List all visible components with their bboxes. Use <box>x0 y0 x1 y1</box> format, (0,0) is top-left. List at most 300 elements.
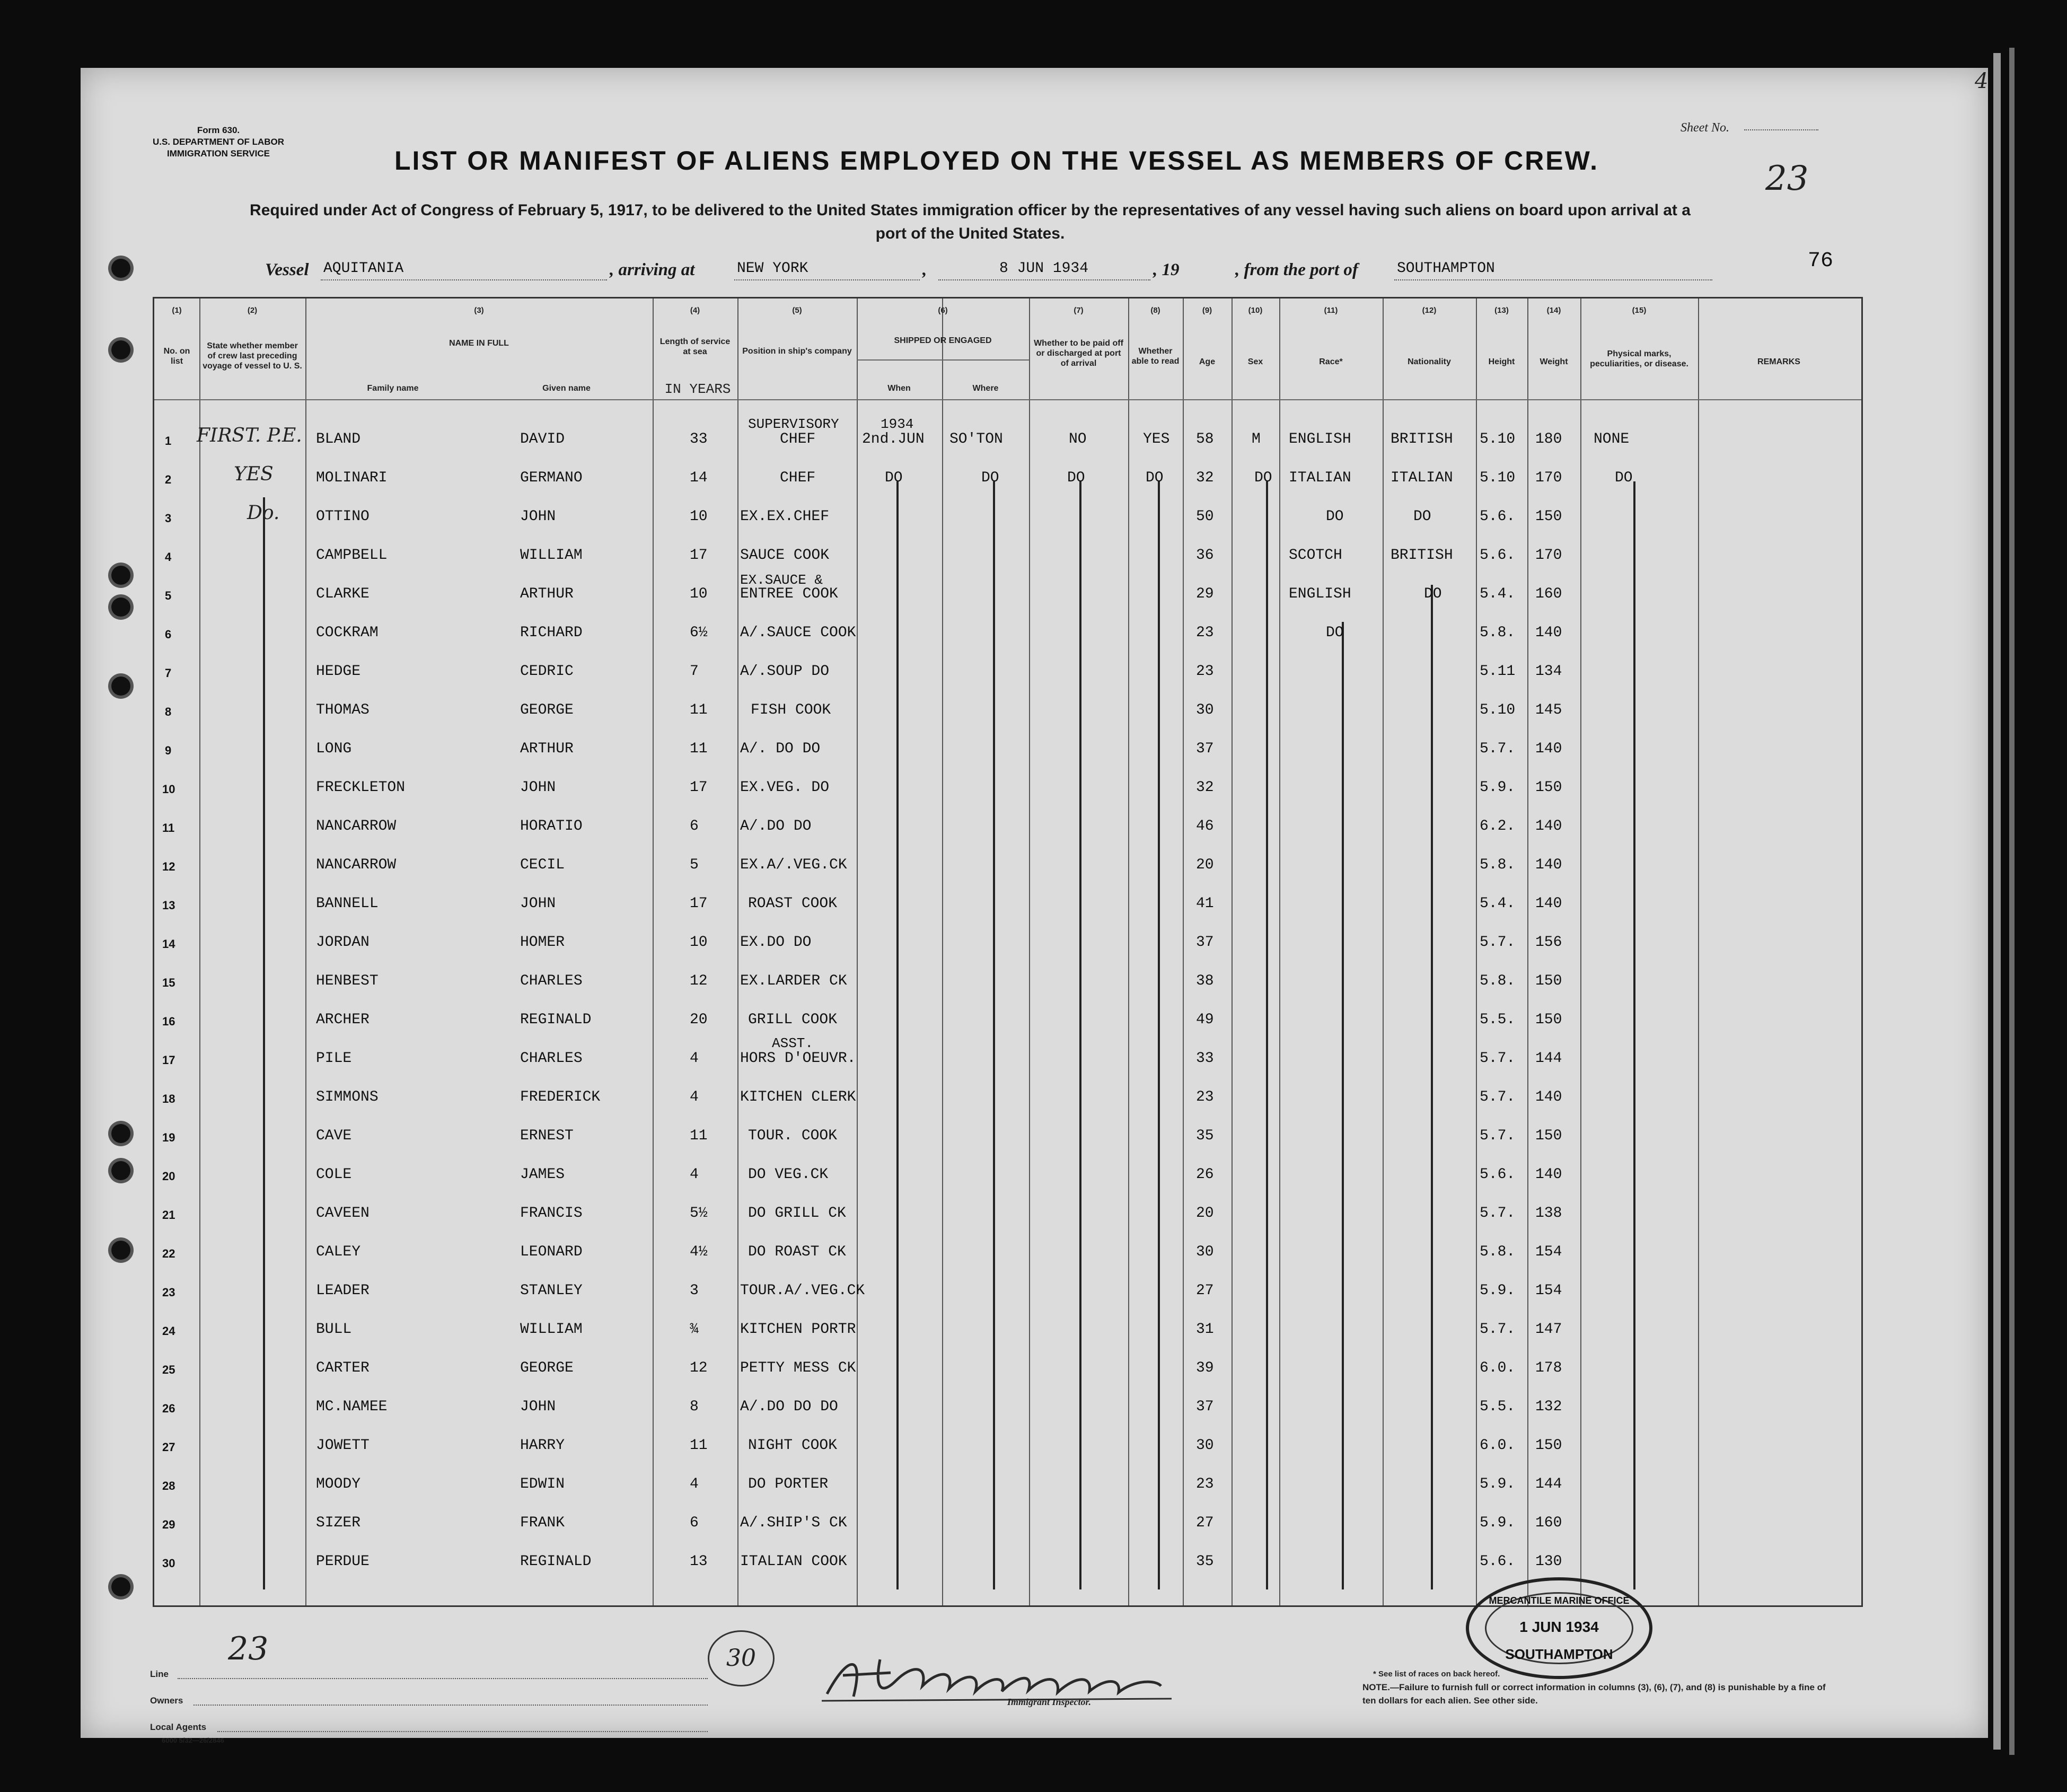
given-name: STANLEY <box>520 1282 583 1299</box>
given-name: CHARLES <box>520 1050 583 1067</box>
row-number: 6 <box>165 628 172 641</box>
given-name: JAMES <box>520 1166 565 1183</box>
given-name: GEORGE <box>520 702 574 718</box>
local-agents-label: Local Agents <box>150 1722 207 1732</box>
table-row <box>154 962 1861 1001</box>
table-row <box>154 1349 1861 1388</box>
age: 31 <box>1196 1321 1214 1338</box>
family-name: SIZER <box>316 1515 361 1531</box>
given-name: CEDRIC <box>520 663 574 680</box>
family-name: NANCARROW <box>316 818 397 834</box>
row-number: 16 <box>162 1015 175 1028</box>
row-number: 9 <box>165 744 172 757</box>
position: PETTY MESS CK <box>740 1360 856 1376</box>
height: 5.5. <box>1480 1012 1516 1028</box>
stamp-office: MERCANTILE MARINE OFFICE <box>1489 1595 1630 1606</box>
family-name: LONG <box>316 741 352 757</box>
race: SCOTCH <box>1289 547 1342 564</box>
given-name: JOHN <box>520 779 556 796</box>
manifest-title: LIST OR MANIFEST OF ALIENS EMPLOYED ON THE VESSEL AS MEMBERS OF CREW. <box>394 146 1599 175</box>
form-number: Form 630. <box>197 125 240 135</box>
position: A/.DO DO DO <box>740 1399 838 1415</box>
sheet-handwritten-number: 23 <box>1765 159 1809 198</box>
row-number: 3 <box>165 512 172 525</box>
height: 5.8. <box>1480 973 1516 989</box>
col-num-4: (4) <box>690 306 700 315</box>
height: 5.10 <box>1480 431 1516 447</box>
binder-hole <box>111 598 130 617</box>
age: 29 <box>1196 586 1214 602</box>
years-at-sea: 6½ <box>690 625 708 641</box>
table-row <box>154 691 1861 730</box>
weight: 150 <box>1535 973 1562 989</box>
inspector-label: Immigrant Inspector. <box>1007 1697 1092 1707</box>
years-at-sea: 13 <box>690 1553 708 1570</box>
table-row <box>154 846 1861 885</box>
years-at-sea: 11 <box>690 1437 708 1454</box>
manifest-subtitle: Required under Act of Congress of February 5, 1917, to be delivered to the United States immigration officer by the representatives of any vessel having such aliens on board upon arrival at a port of the United States. <box>250 201 1691 242</box>
position: DO ROAST CK <box>748 1244 846 1260</box>
weight: 180 <box>1535 431 1562 447</box>
nationality: DO <box>1424 586 1442 602</box>
mercantile-marine-stamp <box>1466 1577 1652 1679</box>
row-number: 10 <box>162 783 175 796</box>
arriving-label: , arriving at <box>610 260 695 279</box>
weight: 150 <box>1535 1012 1562 1028</box>
table-row <box>154 769 1861 807</box>
header-no-on-list: No. on list <box>163 347 190 366</box>
family-name: PILE <box>316 1050 352 1067</box>
given-name: ERNEST <box>520 1128 574 1144</box>
table-row <box>154 885 1861 924</box>
position: CHEF <box>780 431 816 447</box>
given-name: REGINALD <box>520 1012 592 1028</box>
col-num-12: (12) <box>1422 306 1437 315</box>
given-name: WILLIAM <box>520 547 583 564</box>
years-at-sea: 4 <box>690 1166 699 1183</box>
years-at-sea: 5½ <box>690 1205 708 1222</box>
sheet-number-label: Sheet No. <box>1681 121 1729 135</box>
age: 37 <box>1196 934 1214 951</box>
shipped-year: 1934 <box>881 416 914 432</box>
weight: 154 <box>1535 1244 1562 1260</box>
race: DO <box>1326 508 1344 525</box>
header-weight: Weight <box>1540 357 1568 366</box>
weight: 170 <box>1535 470 1562 486</box>
age: 41 <box>1196 895 1214 912</box>
print-code: 6000 5/32—26/2846 <box>162 1736 224 1744</box>
years-at-sea: 6 <box>690 818 699 834</box>
line-label: Line <box>150 1669 169 1679</box>
arriving-port: NEW YORK <box>737 260 808 277</box>
table-row <box>154 498 1861 537</box>
years-at-sea: 10 <box>690 934 708 951</box>
year-label: , 19 <box>1153 260 1180 279</box>
family-name: COCKRAM <box>316 625 379 641</box>
years-at-sea: 11 <box>690 1128 708 1144</box>
shipped-where: DO <box>981 470 999 486</box>
given-name: CHARLES <box>520 973 583 989</box>
row-number: 19 <box>162 1131 175 1144</box>
position: DO PORTER <box>748 1476 829 1492</box>
position: FISH COOK <box>751 702 831 718</box>
height: 5.8. <box>1480 1244 1516 1260</box>
col-num-8: (8) <box>1150 306 1160 315</box>
table-row <box>154 416 1861 459</box>
row-number: 28 <box>162 1479 175 1492</box>
row-number: 8 <box>165 705 172 718</box>
col-num-9: (9) <box>1202 306 1212 315</box>
header-race: Race* <box>1319 357 1343 366</box>
table-row <box>154 653 1861 691</box>
given-name: REGINALD <box>520 1553 592 1570</box>
position: SAUCE COOK <box>740 547 830 564</box>
stamp-port: SOUTHAMPTON <box>1505 1646 1613 1662</box>
family-name: BANNELL <box>316 895 379 912</box>
row-number: 7 <box>165 666 172 680</box>
position: EX.A/.VEG.CK <box>740 857 847 873</box>
weight: 132 <box>1535 1399 1562 1415</box>
department-name: U.S. DEPARTMENT OF LABOR <box>152 137 285 147</box>
family-name: CAVE <box>316 1128 352 1144</box>
position: HORS D'OEUVR. <box>740 1050 856 1067</box>
age: 26 <box>1196 1166 1214 1183</box>
height: 5.7. <box>1480 934 1516 951</box>
footnote <box>1362 1667 1840 1707</box>
header-age: Age <box>1199 357 1216 366</box>
row-number: 25 <box>162 1363 175 1376</box>
weight: 160 <box>1535 1515 1562 1531</box>
position-prefix: EX.SAUCE & <box>740 572 823 588</box>
table-row <box>154 730 1861 769</box>
weight: 134 <box>1535 663 1562 680</box>
age: 50 <box>1196 508 1214 525</box>
given-name: RICHARD <box>520 625 583 641</box>
years-at-sea: 4 <box>690 1089 699 1105</box>
table-row <box>154 1543 1861 1582</box>
paid-off: DO <box>1067 470 1085 486</box>
height: 5.6. <box>1480 508 1516 525</box>
position: A/.SAUCE COOK <box>740 625 856 641</box>
weight: 140 <box>1535 625 1562 641</box>
family-name: CLARKE <box>316 586 370 602</box>
family-name: CAVEEN <box>316 1205 370 1222</box>
given-name: ARTHUR <box>520 741 574 757</box>
row-number: 20 <box>162 1170 175 1183</box>
height: 5.11 <box>1480 663 1516 680</box>
table-row <box>154 1465 1861 1504</box>
family-name: BULL <box>316 1321 352 1338</box>
position: EX.DO DO <box>740 934 812 951</box>
family-name: OTTINO <box>316 508 370 525</box>
height: 5.7. <box>1480 1321 1516 1338</box>
state-entry: FIRST. P.E. <box>197 425 302 446</box>
nationality: BRITISH <box>1391 547 1453 564</box>
table-row <box>154 1078 1861 1117</box>
header-family-name: Family name <box>367 384 419 393</box>
table-row <box>154 1272 1861 1311</box>
given-name: JOHN <box>520 895 556 912</box>
shipped-when: 2nd.JUN <box>862 431 925 447</box>
weight: 144 <box>1535 1050 1562 1067</box>
years-at-sea: 4 <box>690 1476 699 1492</box>
given-name: LEONARD <box>520 1244 583 1260</box>
header-able-read: Whether able to read <box>1131 347 1180 366</box>
position-prefix: SUPERVISORY <box>748 416 839 432</box>
age: 35 <box>1196 1128 1214 1144</box>
age: 37 <box>1196 1399 1214 1415</box>
given-name: FRANCIS <box>520 1205 583 1222</box>
inspector-signature <box>816 1644 1177 1707</box>
header-sex: Sex <box>1247 357 1263 366</box>
given-name: HARRY <box>520 1437 565 1454</box>
years-at-sea: 14 <box>690 470 708 486</box>
family-name: HENBEST <box>316 973 379 989</box>
family-name: MOLINARI <box>316 470 388 486</box>
height: 5.6. <box>1480 547 1516 564</box>
vessel-label: Vessel <box>265 260 309 279</box>
years-at-sea: 8 <box>690 1399 699 1415</box>
row-number: 12 <box>162 860 175 873</box>
table-row <box>154 924 1861 962</box>
age: 58 <box>1196 431 1214 447</box>
owners-label: Owners <box>150 1696 183 1706</box>
years-at-sea: 4½ <box>690 1244 708 1260</box>
height: 5.9. <box>1480 1515 1516 1531</box>
row-number: 26 <box>162 1402 175 1415</box>
family-name: CARTER <box>316 1360 370 1376</box>
shipped-where: SO'TON <box>949 431 1003 447</box>
header-state-whether: State whether member of crew last preceding voyage of vessel to U. S. <box>203 341 302 371</box>
header-physical-marks: Physical marks, peculiarities, or disease. <box>1590 349 1688 368</box>
age: 23 <box>1196 1089 1214 1105</box>
nationality: BRITISH <box>1391 431 1453 447</box>
page-number: 76 <box>1808 249 1834 273</box>
family-name: COLE <box>316 1166 352 1183</box>
weight: 147 <box>1535 1321 1562 1338</box>
height: 5.7. <box>1480 741 1516 757</box>
col-num-3: (3) <box>474 306 484 315</box>
weight: 140 <box>1535 1166 1562 1183</box>
row-number: 11 <box>162 821 175 834</box>
given-name: JOHN <box>520 1399 556 1415</box>
weight: 144 <box>1535 1476 1562 1492</box>
position: TOUR. COOK <box>748 1128 838 1144</box>
page-edge <box>2009 48 2015 1755</box>
height: 6.0. <box>1480 1360 1516 1376</box>
weight: 150 <box>1535 1128 1562 1144</box>
age: 27 <box>1196 1282 1214 1299</box>
row-number: 27 <box>162 1440 175 1454</box>
col-num-14: (14) <box>1546 306 1561 315</box>
age: 35 <box>1196 1553 1214 1570</box>
position: A/.DO DO <box>740 818 812 834</box>
sex: M <box>1252 431 1261 447</box>
height: 5.4. <box>1480 586 1516 602</box>
years-at-sea: 5 <box>690 857 699 873</box>
position: ITALIAN COOK <box>740 1553 847 1570</box>
header-remarks: REMARKS <box>1757 357 1800 366</box>
weight: 150 <box>1535 508 1562 525</box>
years-at-sea: 6 <box>690 1515 699 1531</box>
row-number: 4 <box>165 550 172 564</box>
years-at-sea: 3 <box>690 1282 699 1299</box>
races-note: * See list of races on back hereof. <box>1373 1670 1500 1679</box>
family-name: LEADER <box>316 1282 370 1299</box>
weight: 140 <box>1535 741 1562 757</box>
sheet-number-rule <box>1744 129 1818 130</box>
height: 6.2. <box>1480 818 1516 834</box>
position: TOUR.A/.VEG.CK <box>740 1282 865 1299</box>
height: 5.8. <box>1480 625 1516 641</box>
height: 5.7. <box>1480 1128 1516 1144</box>
position: DO VEG.CK <box>748 1166 829 1183</box>
given-name: JOHN <box>520 508 556 525</box>
col-num-7: (7) <box>1074 306 1084 315</box>
col-num-1: (1) <box>172 306 182 315</box>
height: 5.5. <box>1480 1399 1516 1415</box>
given-name: FREDERICK <box>520 1089 601 1105</box>
given-name: HOMER <box>520 934 565 951</box>
col-num-5: (5) <box>792 306 802 315</box>
family-name: HEDGE <box>316 663 361 680</box>
nationality: ITALIAN <box>1391 470 1453 486</box>
binder-hole <box>111 259 130 278</box>
position: KITCHEN PORTR <box>740 1321 856 1338</box>
table-row <box>154 572 1861 614</box>
col-num-13: (13) <box>1494 306 1509 315</box>
table-row <box>154 1194 1861 1233</box>
family-name: MOODY <box>316 1476 361 1492</box>
family-name: ARCHER <box>316 1012 370 1028</box>
years-at-sea: 11 <box>690 702 708 718</box>
height: 5.9. <box>1480 1476 1516 1492</box>
header-when: When <box>887 384 911 393</box>
header-given-name: Given name <box>542 384 591 393</box>
years-at-sea: ¾ <box>690 1321 699 1338</box>
family-name: THOMAS <box>316 702 370 718</box>
given-name: CECIL <box>520 857 565 873</box>
binder-hole <box>111 677 130 696</box>
height: 6.0. <box>1480 1437 1516 1454</box>
header-position: Position in ship's company <box>742 347 852 356</box>
position: DO GRILL CK <box>748 1205 846 1222</box>
row-number: 30 <box>162 1557 175 1570</box>
header-nationality: Nationality <box>1408 357 1451 366</box>
position: CHEF <box>780 470 816 486</box>
nationality: DO <box>1413 508 1431 525</box>
height: 5.8. <box>1480 857 1516 873</box>
row-number: 1 <box>165 434 172 447</box>
age: 32 <box>1196 470 1214 486</box>
height: 5.9. <box>1480 779 1516 796</box>
shipped-when: DO <box>885 470 903 486</box>
given-name: DAVID <box>520 431 565 447</box>
position: A/.SHIP'S CK <box>740 1515 847 1531</box>
weight: 140 <box>1535 818 1562 834</box>
years-at-sea: 20 <box>690 1012 708 1028</box>
age: 30 <box>1196 1244 1214 1260</box>
age: 49 <box>1196 1012 1214 1028</box>
weight: 154 <box>1535 1282 1562 1299</box>
from-label: , from the port of <box>1235 260 1358 279</box>
header-height: Height <box>1488 357 1515 366</box>
given-name: EDWIN <box>520 1476 565 1492</box>
table-row <box>154 807 1861 846</box>
years-at-sea: 12 <box>690 1360 708 1376</box>
table-row <box>154 1233 1861 1272</box>
years-at-sea: 7 <box>690 663 699 680</box>
col-num-6: (6) <box>938 306 948 315</box>
weight: 138 <box>1535 1205 1562 1222</box>
age: 23 <box>1196 1476 1214 1492</box>
height: 5.10 <box>1480 470 1516 486</box>
table-row <box>154 1311 1861 1349</box>
paid-off: NO <box>1069 431 1087 447</box>
age: 30 <box>1196 702 1214 718</box>
header-name-in-full: NAME IN FULL <box>449 339 509 348</box>
age: 20 <box>1196 857 1214 873</box>
row-number: 29 <box>162 1518 175 1531</box>
header-shipped: SHIPPED OR ENGAGED <box>894 336 992 345</box>
age: 39 <box>1196 1360 1214 1376</box>
position: GRILL COOK <box>748 1012 838 1028</box>
height: 5.7. <box>1480 1205 1516 1222</box>
given-name: ARTHUR <box>520 586 574 602</box>
age: 30 <box>1196 1437 1214 1454</box>
given-name: GERMANO <box>520 470 583 486</box>
age: 20 <box>1196 1205 1214 1222</box>
years-at-sea: 17 <box>690 895 708 912</box>
age: 23 <box>1196 625 1214 641</box>
race: ITALIAN <box>1289 470 1351 486</box>
col-num-2: (2) <box>247 306 258 315</box>
table-row <box>154 1035 1861 1078</box>
row-number: 5 <box>165 589 172 602</box>
fine-note: NOTE.—Failure to furnish full or correct information in columns (3), (6), (7), and (8) is punishable by a fine of ten dollars for each alien. See other side. <box>1362 1682 1826 1706</box>
table-row <box>154 459 1861 498</box>
family-name: BLAND <box>316 431 361 447</box>
position-prefix: ASST. <box>772 1035 814 1051</box>
position: A/. DO DO <box>740 741 821 757</box>
row-number: 15 <box>162 976 175 989</box>
able-to-read: YES <box>1143 431 1170 447</box>
physical-marks: NONE <box>1594 431 1630 447</box>
height: 5.4. <box>1480 895 1516 912</box>
state-entry: YES <box>234 463 274 485</box>
race: DO <box>1326 625 1344 641</box>
physical-marks: DO <box>1615 470 1633 486</box>
age: 38 <box>1196 973 1214 989</box>
page-edge <box>1993 53 2001 1750</box>
weight: 140 <box>1535 1089 1562 1105</box>
binder-hole <box>111 340 130 359</box>
binder-hole <box>111 1124 130 1143</box>
race: ENGLISH <box>1289 586 1351 602</box>
binder-hole <box>111 1577 130 1596</box>
header-in-years: IN YEARS <box>664 381 731 397</box>
age: 36 <box>1196 547 1214 564</box>
family-name: PERDUE <box>316 1553 370 1570</box>
col-num-11: (11) <box>1324 306 1338 315</box>
position: KITCHEN CLERK <box>740 1089 856 1105</box>
height: 5.10 <box>1480 702 1516 718</box>
age: 37 <box>1196 741 1214 757</box>
row-number: 14 <box>162 937 175 951</box>
table-row <box>154 537 1861 575</box>
binder-hole <box>111 566 130 585</box>
row-number: 2 <box>165 473 172 486</box>
